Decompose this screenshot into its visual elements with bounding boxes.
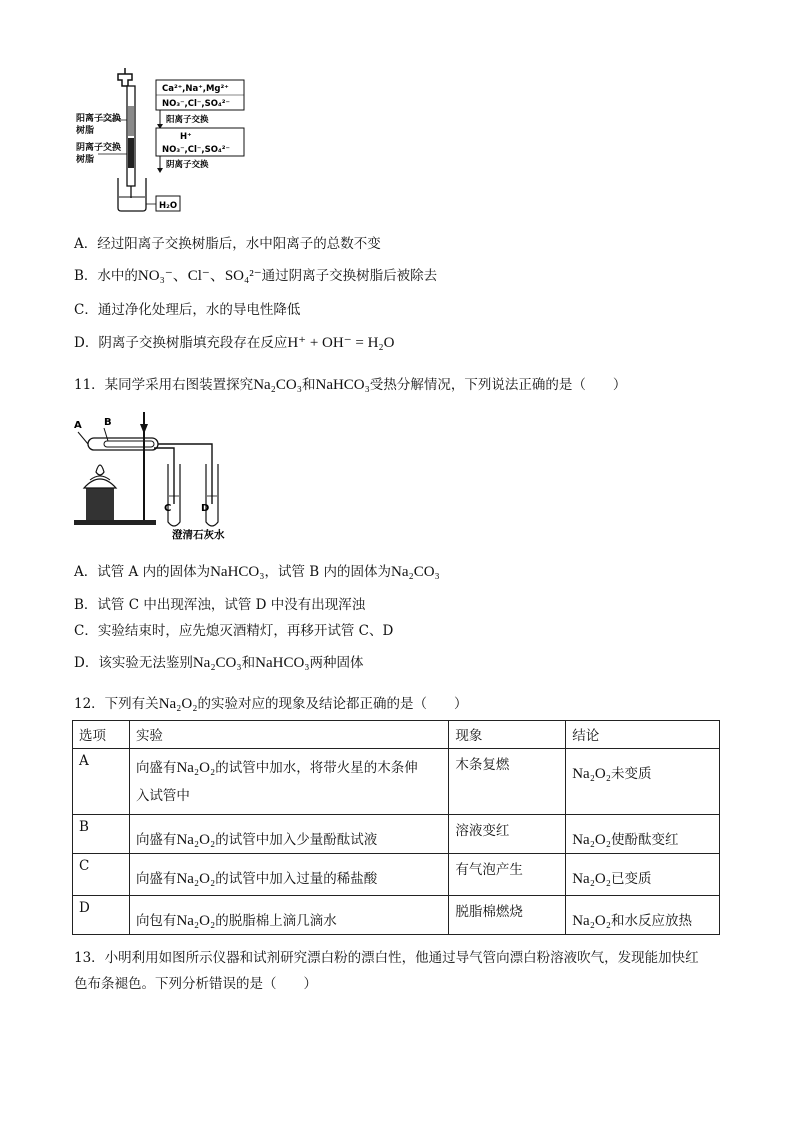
row-phenomenon: 溶液变红 [449, 815, 566, 854]
table-row [73, 896, 720, 935]
q11-option-a-compound2: Na₂CO₃ [391, 564, 440, 580]
exp-post: 的脱脂棉上滴几滴水 [215, 913, 337, 929]
q11-option-a-pre: A．试管 A 内的固体为 [74, 564, 211, 580]
row-experiment [129, 854, 448, 896]
table-header-row [73, 721, 720, 749]
exp-pre: 向包有 [135, 913, 177, 929]
row-conclusion [566, 854, 720, 896]
concl-post: 已变质 [611, 871, 652, 887]
fig1-box-mid-line2: NO₃⁻,Cl⁻,SO₄²⁻ [162, 145, 230, 155]
q13-stem-line1: 13．小明利用如图所示仪器和试剂研究漂白粉的漂白性，他通过导气管向漂白粉溶液吹气，发现能加快红 [74, 950, 699, 966]
q10-option-d-pre: D．阴离子交换树脂填充段存在反应 [74, 335, 288, 351]
q10-option-c: C．通过净化处理后，水的导电性降低 [74, 302, 301, 318]
q11-option-d-post: 两种固体 [309, 655, 364, 671]
exp-pre: 向盛有 [135, 871, 177, 887]
q12-stem-post: 的实验对应的现象及结论都正确的是（ ） [197, 696, 468, 712]
row-experiment [129, 749, 448, 815]
q10-option-a: A．经过阳离子交换树脂后，水中阳离子的总数不变 [74, 236, 381, 252]
q12-stem-pre: 12．下列有关 [74, 696, 159, 712]
exp-line2: 入试管中 [135, 788, 190, 804]
q10-option-d [74, 331, 394, 352]
header-option: 选项 [73, 721, 130, 749]
row-option: A [73, 749, 130, 815]
q10-option-b [74, 264, 437, 285]
fig2-label-c: C [164, 503, 172, 514]
q11-stem-mid: 和 [301, 377, 316, 393]
exp-compound: Na₂O₂ [176, 832, 216, 848]
fig1-arrow1-label: 阳离子交换 [166, 115, 209, 125]
row-conclusion [566, 749, 720, 815]
table-row [73, 815, 720, 854]
fig1-arrow2-label: 阴离子交换 [166, 160, 209, 170]
q11-stem-compound2: NaHCO₃ [315, 377, 370, 393]
q11-option-b: B．试管 C 中出现浑浊，试管 D 中没有出现浑浊 [74, 597, 366, 613]
header-conclusion: 结论 [566, 721, 720, 749]
q10-option-b-post: 通过阴离子交换树脂后被除去 [261, 268, 438, 284]
concl-compound: Na₂O₂ [572, 766, 611, 782]
q11-stem-pre: 11．某同学采用右图装置探究 [74, 377, 254, 393]
row-conclusion [566, 896, 720, 935]
q11-option-a-compound1: NaHCO₃ [210, 564, 265, 580]
q12-stem [74, 692, 467, 713]
header-experiment: 实验 [129, 721, 448, 749]
row-experiment [129, 815, 448, 854]
fig1-cation-resin-label: 阳离子交换树脂 [76, 114, 122, 136]
fig2-label-b: B [104, 417, 112, 428]
q11-stem-compound1: Na₂CO₃ [253, 377, 302, 393]
q11-option-d-pre: D．该实验无法鉴别 [74, 655, 193, 671]
fig1-box-bottom: H₂O [159, 201, 178, 211]
exp-post: 的试管中加入过量的稀盐酸 [215, 871, 378, 887]
q11-option-a-mid: ，试管 B 内的固体为 [264, 564, 391, 580]
table-row [73, 854, 720, 896]
fig2-label-a: A [74, 420, 82, 431]
row-experiment [129, 896, 448, 935]
exp-pre: 向盛有 [135, 760, 177, 776]
table-row [73, 749, 720, 815]
exp-compound: Na₂O₂ [176, 871, 216, 887]
concl-compound: Na₂O₂ [572, 913, 611, 929]
q10-option-b-ions: NO₃⁻、Cl⁻、SO₄²⁻ [137, 268, 262, 284]
exp-post: 的试管中加入少量酚酞试液 [215, 832, 378, 848]
q11-option-d-mid: 和 [241, 655, 256, 671]
q10-option-b-pre: B．水中的 [74, 268, 138, 284]
row-phenomenon: 木条复燃 [449, 749, 566, 815]
concl-compound: Na₂O₂ [572, 832, 611, 848]
row-option: B [73, 815, 130, 854]
fig1-box-top-line1: Ca²⁺,Na⁺,Mg²⁺ [162, 84, 229, 94]
header-phenomenon: 现象 [449, 721, 566, 749]
row-phenomenon: 有气泡产生 [449, 854, 566, 896]
q12-stem-compound: Na₂O₂ [158, 696, 198, 712]
q11-stem [74, 373, 626, 394]
q12-table [72, 720, 720, 935]
heating-apparatus-figure [74, 410, 244, 544]
row-conclusion [566, 815, 720, 854]
concl-post: 使酚酞变红 [611, 832, 679, 848]
concl-post: 未变质 [611, 766, 652, 782]
exp-compound: Na₂O₂ [176, 760, 216, 776]
q11-option-d [74, 651, 364, 672]
q11-option-d-compound2: NaHCO₃ [255, 655, 310, 671]
q13-stem-line2: 色布条褪色。下列分析错误的是（ ） [74, 976, 317, 992]
fig2-label-d: D [201, 503, 210, 514]
concl-post: 和水反应放热 [611, 913, 692, 929]
exp-pre: 向盛有 [135, 832, 177, 848]
concl-compound: Na₂O₂ [572, 871, 611, 887]
exp-compound: Na₂O₂ [176, 913, 216, 929]
q11-option-a [74, 560, 440, 581]
q11-option-c: C．实验结束时，应先熄灭酒精灯，再移开试管 C、D [74, 623, 394, 639]
row-option: C [73, 854, 130, 896]
fig1-box-top-line2: NO₃⁻,Cl⁻,SO₄²⁻ [162, 99, 230, 109]
row-phenomenon: 脱脂棉燃烧 [449, 896, 566, 935]
fig1-anion-resin-label: 阴离子交换树脂 [76, 143, 122, 165]
q11-option-d-compound1: Na₂CO₃ [192, 655, 242, 671]
q11-stem-post: 受热分解情况，下列说法正确的是（ ） [369, 377, 627, 393]
row-option: D [73, 896, 130, 935]
exp-post: 的试管中加水，将带火星的木条伸 [215, 760, 418, 776]
fig1-box-mid-line1: H⁺ [180, 132, 192, 142]
q10-option-d-equation: H⁺ + OH⁻ = H₂O [287, 335, 395, 351]
fig2-limewater-label: 澄清石灰水 [172, 529, 225, 541]
